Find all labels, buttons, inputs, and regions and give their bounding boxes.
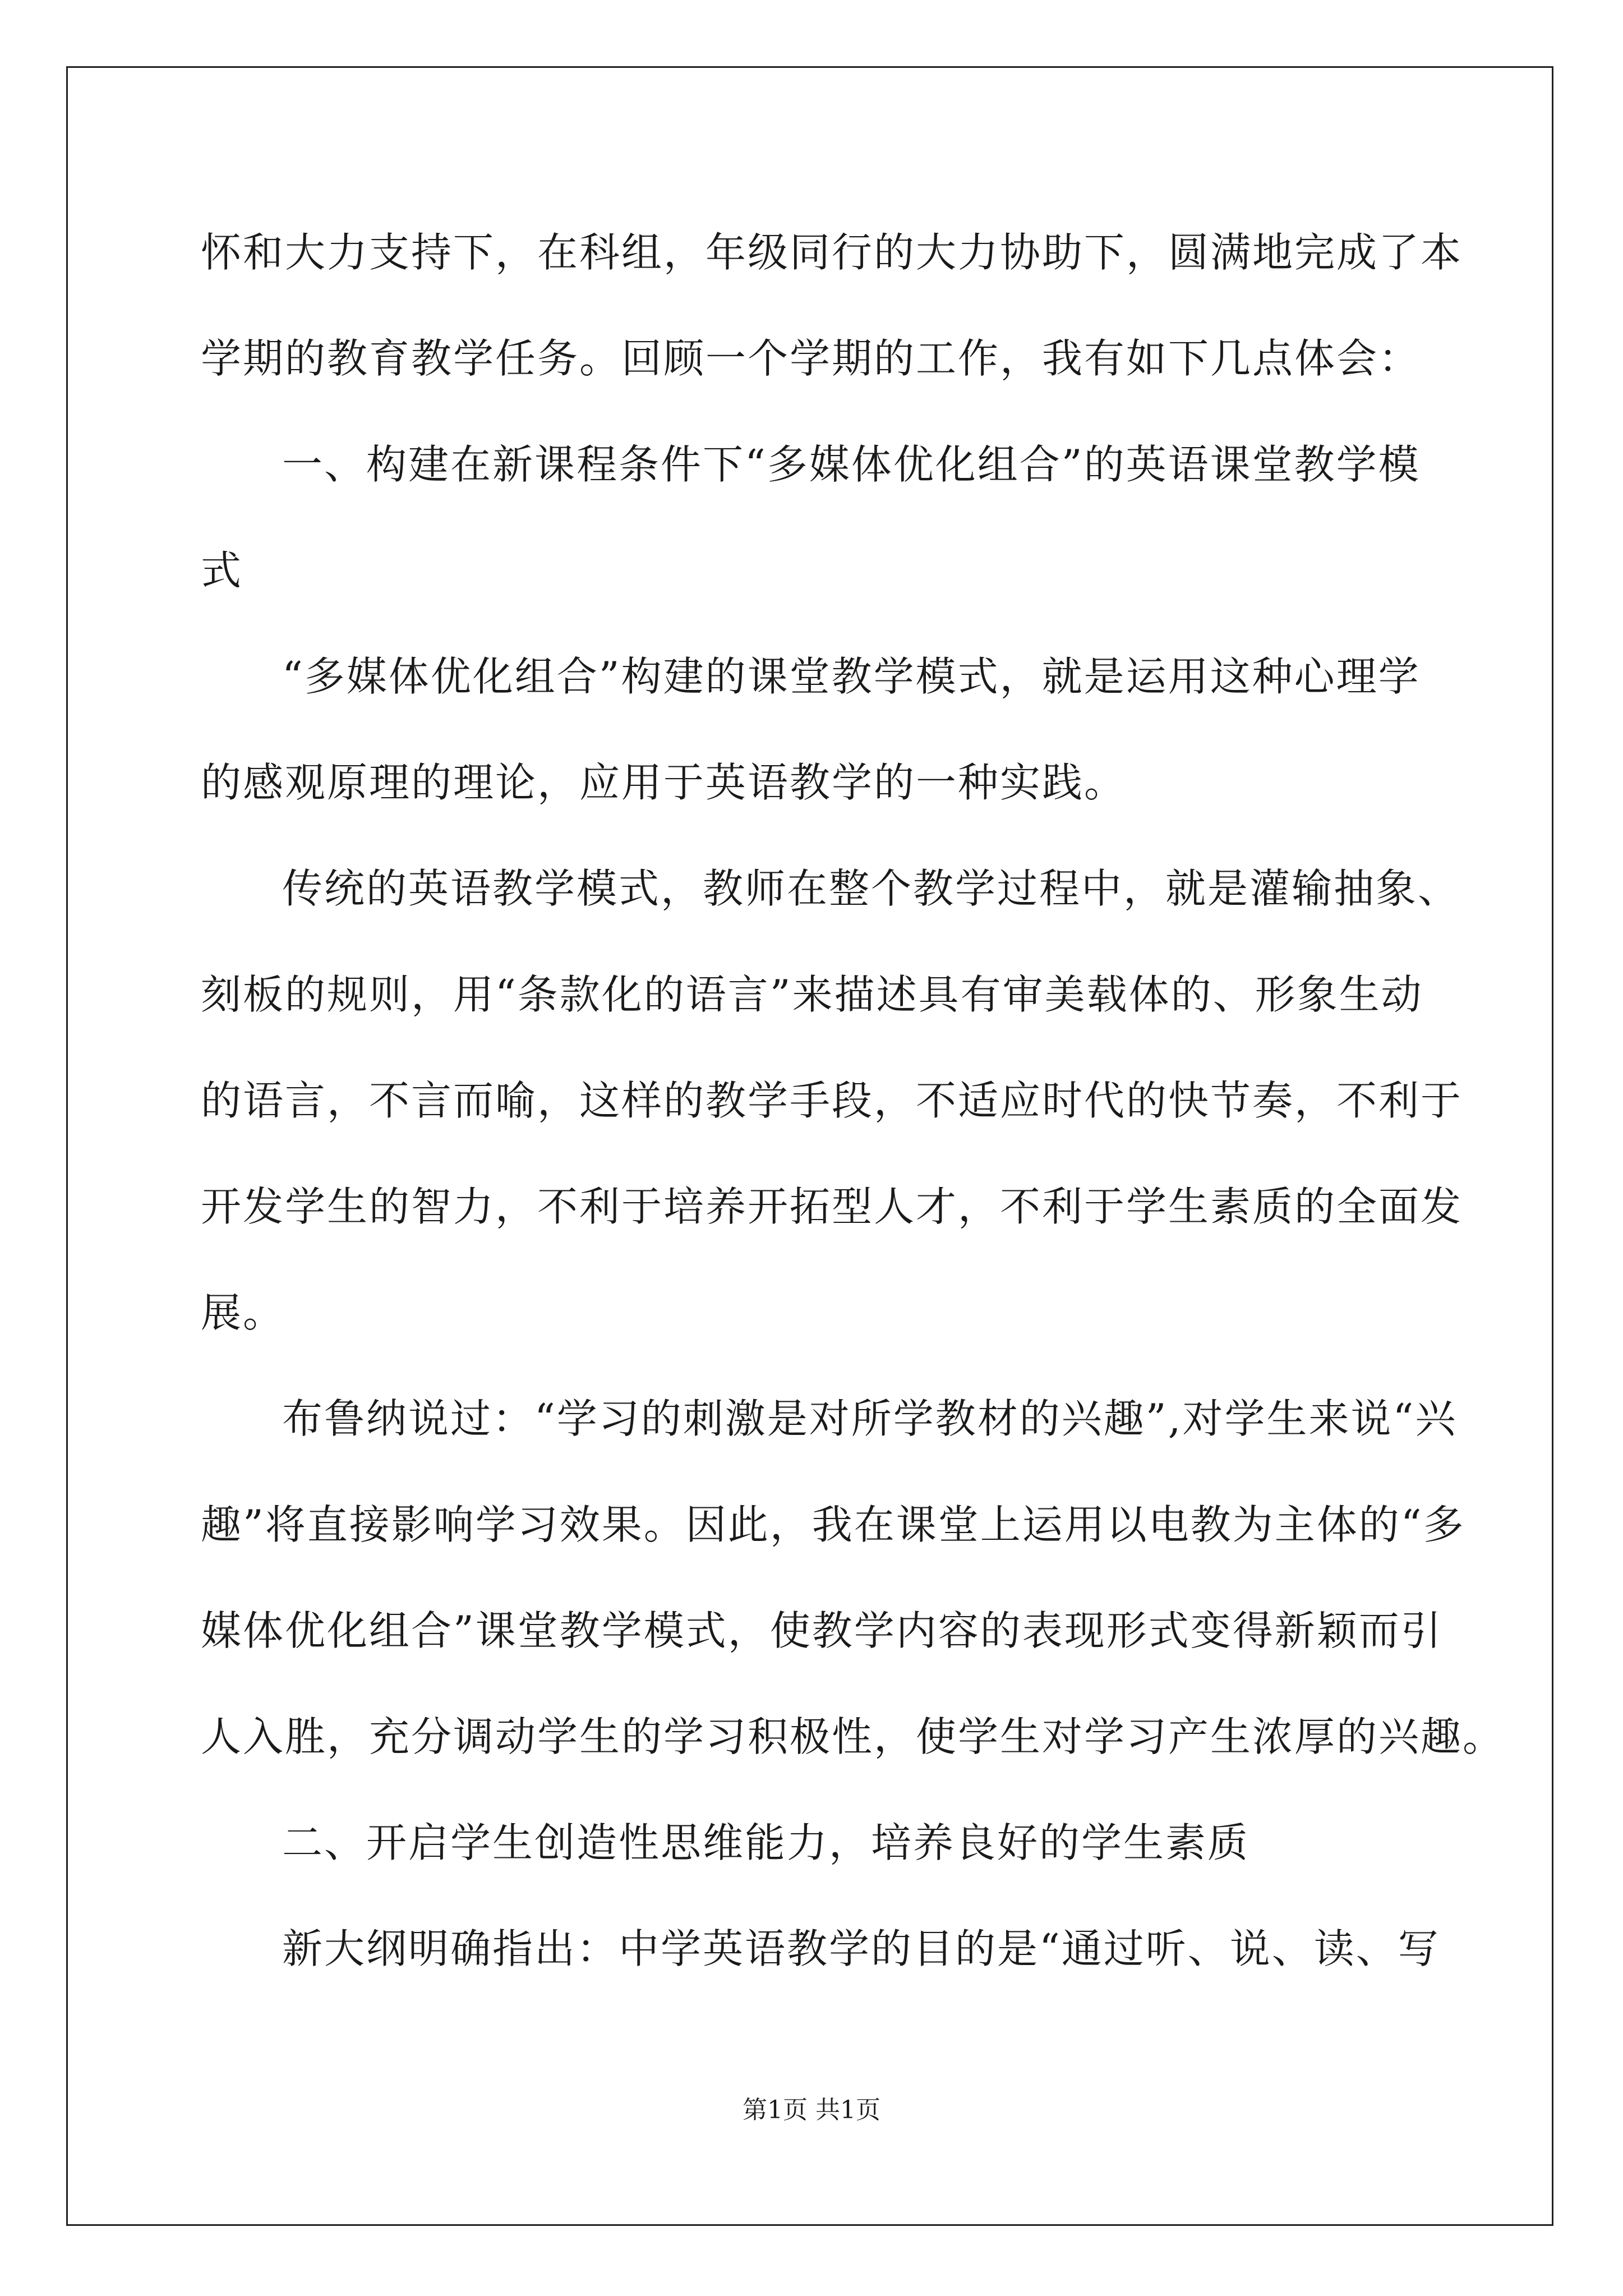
text-line: 传统的英语教学模式，教师在整个教学过程中，就是灌输抽象、 — [282, 865, 1460, 912]
text-line: 学期的教育教学任务。回顾一个学期的工作，我有如下几点体会： — [201, 335, 1421, 382]
text-line: 媒体优化组合”课堂教学模式，使教学内容的表现形式变得新颖而引 — [201, 1607, 1443, 1654]
section-heading: 二、开启学生创造性思维能力，培养良好的学生素质 — [282, 1819, 1250, 1866]
text-line: 的语言，不言而喻，这样的教学手段，不适应时代的快节奏，不利于 — [201, 1077, 1463, 1124]
text-line: “多媒体优化组合”构建的课堂教学模式，就是运用这种心理学 — [282, 653, 1421, 700]
section-heading: 一、构建在新课程条件下“多媒体优化组合”的英语课堂教学模 — [282, 441, 1421, 488]
text-line: 展。 — [201, 1289, 285, 1336]
page-footer: 第1页 共1页 — [743, 2096, 880, 2124]
text-line: 刻板的规则，用“条款化的语言”来描述具有审美载体的、形象生动 — [201, 971, 1423, 1018]
text-line: 布鲁纳说过：“学习的刺激是对所学教材的兴趣”,对学生来说“兴 — [282, 1395, 1458, 1442]
text-line: 的感观原理的理论，应用于英语教学的一种实践。 — [201, 759, 1127, 806]
text-line: 开发学生的智力，不利于培养开拓型人才，不利于学生素质的全面发 — [201, 1183, 1463, 1230]
document-body — [201, 222, 1505, 2024]
text-line: 怀和大力支持下，在科组，年级同行的大力协助下，圆满地完成了本 — [201, 229, 1463, 276]
text-line: 人入胜，充分调动学生的学习积极性，使学生对学习产生浓厚的兴趣。 — [201, 1713, 1505, 1760]
text-line: 新大纲明确指出：中学英语教学的目的是“通过听、说、读、写 — [282, 1925, 1440, 1972]
text-line: 趣”将直接影响学习效果。因此，我在课堂上运用以电教为主体的“多 — [201, 1501, 1465, 1548]
text-line: 式 — [201, 547, 243, 594]
